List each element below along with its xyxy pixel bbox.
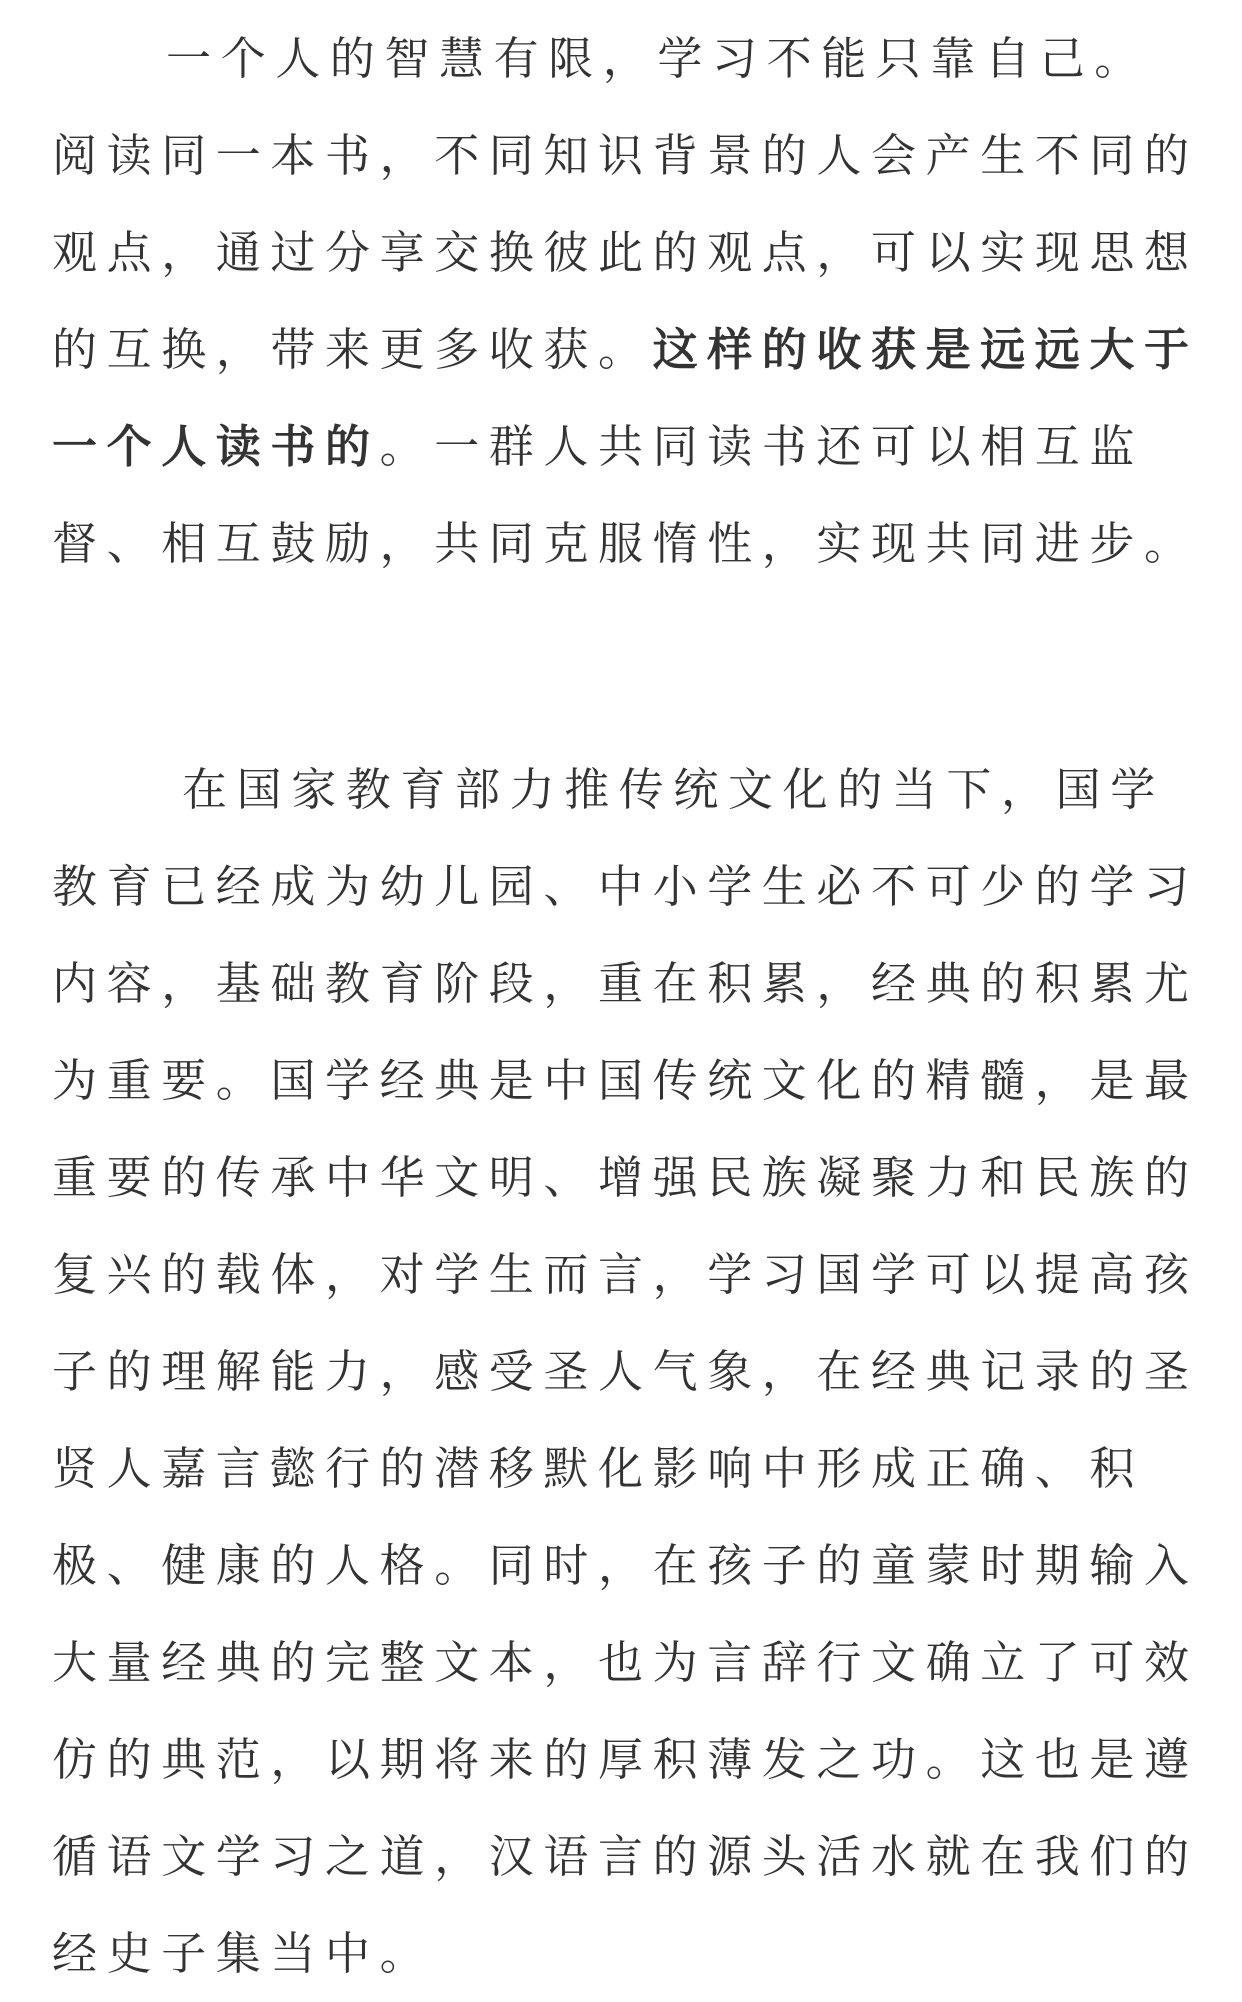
bold-highlight-text: 这样的收获是远远大于一个人读书的 xyxy=(52,323,1199,473)
paragraph-group-reading xyxy=(52,10,1200,592)
paragraph-classics-education xyxy=(52,741,1200,2002)
article-body xyxy=(52,0,1200,2002)
paragraph-text: 在国家教育部力推传统文化的当下，国学教育已经成为幼儿园、中小学生必不可少的学习内容，基础教育阶段，重在积累，经典的积累尤为重要。国学经典是中国传统文化的精髓，是最重要的传承中华文明、增强民族凝聚力和民族的复兴的载体，对学生而言，学习国学可以提高孩子的理解能力，感受圣人气象，在经典记录的圣贤人嘉言懿行的潜移默化影响中形成正确、积极、健康的人格。同时，在孩子的童蒙时期输入大量经典的完整文本，也为言辞行文确立了可效仿的典范，以期将来的厚积薄发之功。这也是遵循语文学习之道，汉语言的源头活水就在我们的经史子集当中。 xyxy=(52,763,1199,1980)
paragraph-text-continued: 。一群人共同读书还可以相互监督、相互鼓励，共同克服惰性，实现共同进步。 xyxy=(52,420,1199,570)
paragraph-text: 一个人的智慧有限，学习不能只靠自己。阅读同一本书，不同知识背景的人会产生不同的观点，通过分享交换彼此的观点，可以实现思想的互换，带来更多收获。 xyxy=(52,32,1199,376)
